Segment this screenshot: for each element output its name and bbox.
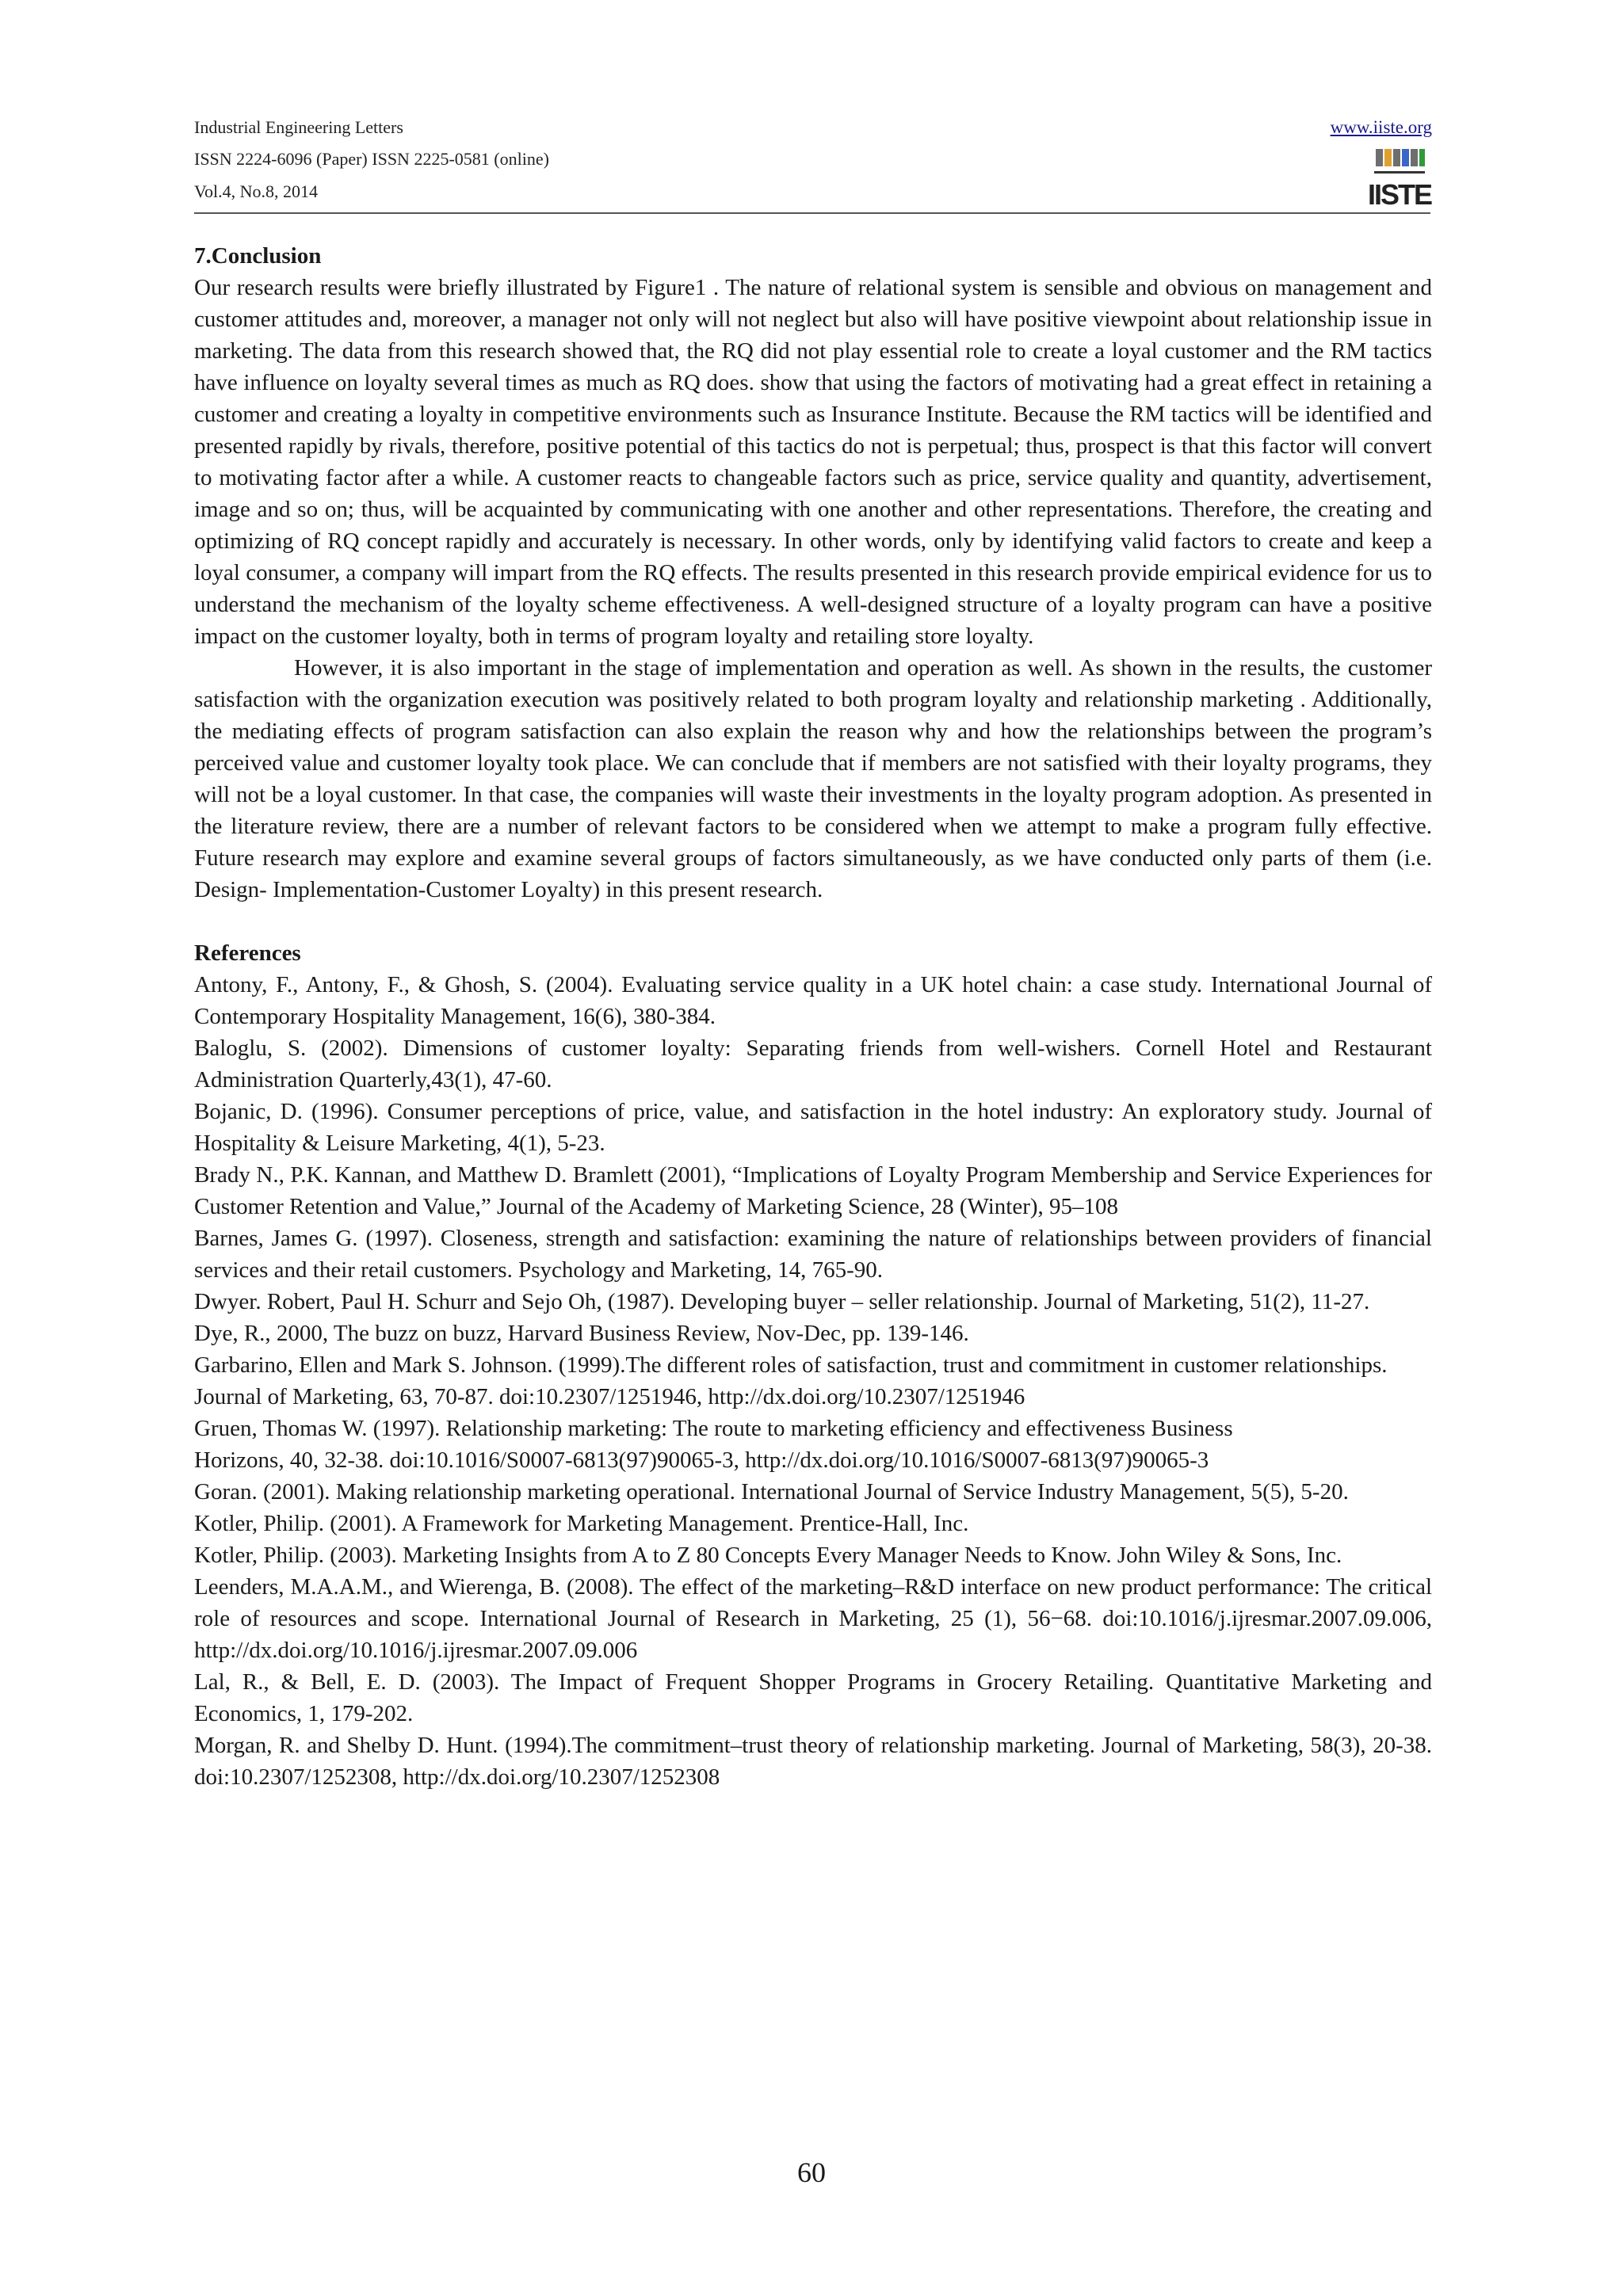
- reference-item: Morgan, R. and Shelby D. Hunt. (1994).The commitment–trust theory of relationship marketing. Journal of Marketing, 58(3), 20-38. doi:10.2307/1252308, http://dx.doi.org/10.2307/1252308: [194, 1733, 1432, 1790]
- reference-item: Horizons, 40, 32-38. doi:10.1016/S0007-6813(97)90065-3, http://dx.doi.org/10.1016/S0007-6813(97)90065-3: [194, 1447, 1209, 1473]
- header-divider: [194, 212, 1430, 214]
- journal-website-link[interactable]: www.iiste.org: [1330, 117, 1432, 137]
- references-heading: References: [194, 940, 301, 966]
- reference-item: Barnes, James G. (1997). Closeness, strength and satisfaction: examining the nature of relationships between providers of financial services and their retail customers. Psychology and Marketing, 14, 765-90.: [194, 1226, 1432, 1283]
- page-number: 60: [797, 2157, 826, 2188]
- reference-item: Dwyer. Robert, Paul H. Schurr and Sejo Oh, (1987). Developing buyer – seller relationship. Journal of Marketing, 51(2), 11-27.: [194, 1289, 1370, 1314]
- reference-item: Goran. (2001). Making relationship marketing operational. International Journal of Service Industry Management, 5(5), 5-20.: [194, 1479, 1349, 1505]
- reference-item: Brady N., P.K. Kannan, and Matthew D. Bramlett (2001), “Implications of Loyalty Program Membership and Service Experiences for Customer Retention and Value,” Journal of the Academy of Marketing Science, 28 (Winter), 95–108: [194, 1162, 1432, 1219]
- reference-item: Gruen, Thomas W. (1997). Relationship marketing: The route to marketing efficiency and effectiveness Business: [194, 1416, 1233, 1441]
- conclusion-heading: 7.Conclusion: [194, 243, 322, 269]
- page-body: [194, 240, 1432, 1793]
- reference-item: Dye, R., 2000, The buzz on buzz, Harvard Business Review, Nov-Dec, pp. 139-146.: [194, 1321, 969, 1346]
- reference-item: Baloglu, S. (2002). Dimensions of customer loyalty: Separating friends from well-wishers. Cornell Hotel and Restaurant Administration Quarterly,43(1), 47-60.: [194, 1035, 1432, 1093]
- volume-line: Vol.4, No.8, 2014: [194, 181, 319, 201]
- conclusion-paragraph-1: Our research results were briefly illustrated by Figure1 . The nature of relational system is sensible and obvious on management and customer attitudes and, moreover, a manager not only will not neglect but also will have positive viewpoint about relationship issue in marketing. The data from this research showed that, the RQ did not play essential role to create a loyal customer and the RM tactics have influence on loyalty several times as much as RQ does. show that using the factors of motivating had a great effect in retaining a customer and creating a loyalty in competitive environments such as Insurance Institute. Because the RM tactics will be identified and presented rapidly by rivals, therefore, positive potential of this tactics do not is perpetual; thus, prospect is that this factor will convert to motivating factor after a while. A customer reacts to changeable factors such as price, service quality and quantity, advertisement, image and so on; thus, will be acquainted by communicating with one another and other representations. Therefore, the creating and optimizing of RQ concept rapidly and accurately is necessary. In other words, only by identifying valid factors to create and keep a loyal consumer, a company will impart from the RQ effects. The results presented in this research provide empirical evidence for us to understand the mechanism of the loyalty scheme effectiveness. A well-designed structure of a loyalty program can have a positive impact on the customer loyalty, both in terms of program loyalty and retailing store loyalty.: [194, 275, 1432, 649]
- reference-item: Garbarino, Ellen and Mark S. Johnson. (1999).The different roles of satisfaction, trust and commitment in customer relationships. Journal of Marketing, 63, 70-87. doi:10.2307/1251946, http://dx.doi.org/10.2307/1251946: [194, 1352, 1388, 1409]
- reference-item: Lal, R., & Bell, E. D. (2003). The Impact of Frequent Shopper Programs in Grocery Retailing. Quantitative Marketing and Economics, 1, 179-202.: [194, 1669, 1432, 1726]
- reference-item: Bojanic, D. (1996). Consumer perceptions of price, value, and satisfaction in the hotel industry: An exploratory study. Journal of Hospitality & Leisure Marketing, 4(1), 5-23.: [194, 1099, 1432, 1156]
- reference-item: Leenders, M.A.A.M., and Wierenga, B. (2008). The effect of the marketing–R&D interface on new product performance: The critical role of resources and scope. International Journal of Research in Marketing, 25 (1), 56−68. doi:10.1016/j.ijresmar.2007.09.006, http://dx.doi.org/10.1016/j.ijresmar.2007.09.006: [194, 1574, 1432, 1663]
- issn-line: ISSN 2224-6096 (Paper) ISSN 2225-0581 (online): [194, 149, 549, 169]
- reference-item: Antony, F., Antony, F., & Ghosh, S. (2004). Evaluating service quality in a UK hotel chain: a case study. International Journal of Contemporary Hospitality Management, 16(6), 380-384.: [194, 972, 1432, 1029]
- iiste-logo: [1367, 146, 1432, 211]
- reference-item: Kotler, Philip. (2003). Marketing Insights from A to Z 80 Concepts Every Manager Needs to Know. John Wiley & Sons, Inc.: [194, 1543, 1342, 1568]
- reference-list: [194, 969, 1432, 1793]
- logo-text: IISTE: [1367, 178, 1432, 211]
- reference-item: Kotler, Philip. (2001). A Framework for Marketing Management. Prentice-Hall, Inc.: [194, 1511, 969, 1536]
- conclusion-paragraph-2: However, it is also important in the stage of implementation and operation as well. As shown in the results, the customer satisfaction with the organization execution was positively related to both program loyalty and relationship marketing . Additionally, the mediating effects of program satisfaction can also explain the reason why and how the relationships between the program’s perceived value and customer loyalty took place. We can conclude that if members are not satisfied with their loyalty programs, they will not be a loyal customer. In that case, the companies will waste their investments in the loyalty program adoption. As presented in the literature review, there are a number of relevant factors to be considered when we attempt to make a program fully effective. Future research may explore and examine several groups of factors simultaneously, as we have conducted only parts of them (i.e. Design- Implementation-Customer Loyalty) in this present research.: [194, 655, 1432, 902]
- journal-name: Industrial Engineering Letters: [194, 117, 403, 137]
